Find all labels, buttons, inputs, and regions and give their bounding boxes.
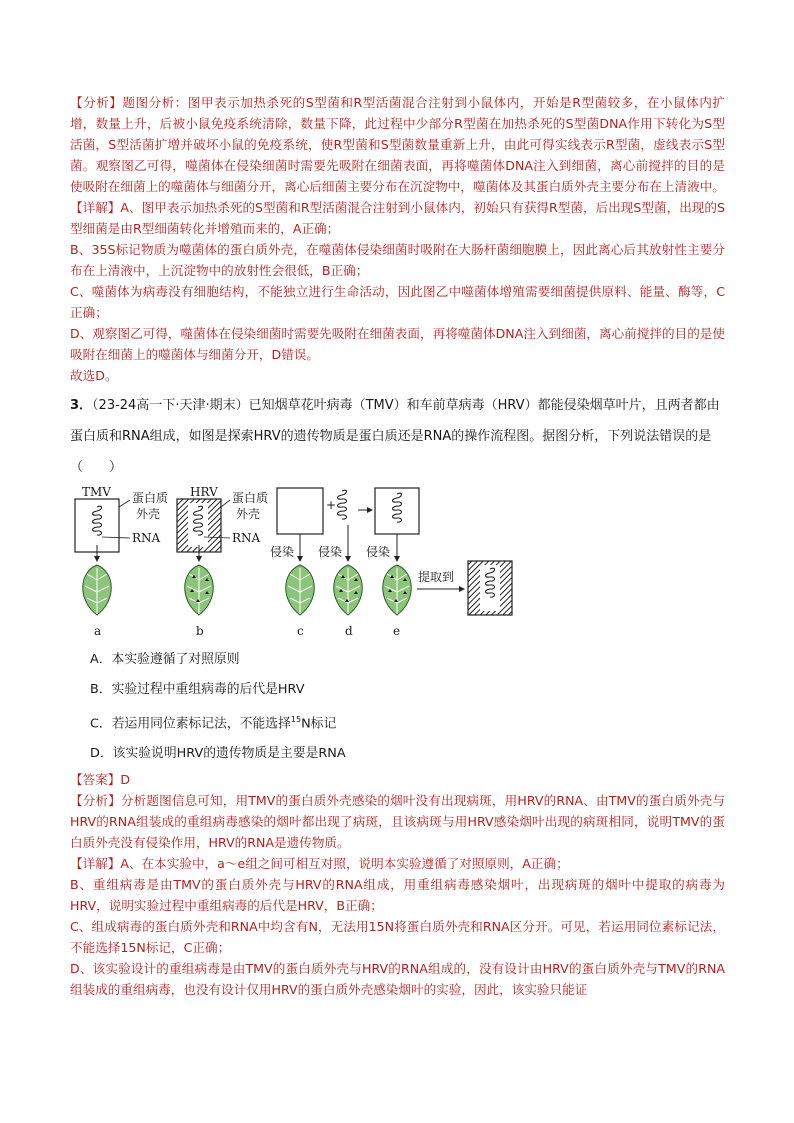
detail-conclusion: 故选D。 <box>70 368 118 383</box>
detail-tag: 【详解】 <box>70 200 121 215</box>
experiment-diagram <box>72 485 532 645</box>
answer-tag: 【答案】 <box>70 772 121 788</box>
detail-item-b: B、35S标记物质为噬菌体的蛋白质外壳，在噬菌体侵染细菌时吸附在大肠杆菌细胞膜上，因此离心后其放射性主要分布在上清液中，上沉淀物中的放射性会很低，B正确； <box>70 242 725 278</box>
label-d: d <box>345 624 353 638</box>
infect-label-c: 侵染 <box>270 545 295 559</box>
detail-item-a: A、图甲表示加热杀死的S型菌和R型活菌混合注射到小鼠体内，初始只有获得R型菌，后出现S型菌，出现的S型细菌是由R型细菌转化并增殖而来的，A正确； <box>70 200 725 236</box>
option-c-text-end: N标记 <box>301 716 337 732</box>
infect-label-e: 侵染 <box>366 545 391 559</box>
label-c: c <box>297 624 304 638</box>
tmv-rna-label: RNA <box>132 531 161 545</box>
analysis-text-2: 分析题图信息可知，用TMV的蛋白质外壳感染的烟叶没有出现病斑，用HRV的RNA、由TMV的蛋白质外壳与HRV的RNA组装成的重组病毒感染的烟叶都出现了病斑，且该病斑与用HRV感染烟叶出现的病斑相同，说明TMV的蛋白质外壳没有侵染作用，HRV的RNA是遗传物质。 <box>70 793 726 851</box>
question-text: 已知烟草花叶病毒（TMV）和车前草病毒（HRV）都能侵染烟草叶片，且两者都由蛋白质和RNA组成，如图是探索HRV的遗传物质是蛋白质还是RNA的操作流程图。据图分析，下列说法错误的是（ ） <box>70 398 720 475</box>
tmv-empty-capsid <box>277 488 323 534</box>
option-c-isotope-mass: 15 <box>290 715 302 724</box>
label-b: b <box>196 624 204 638</box>
hrv-coat-label-2: 外壳 <box>236 507 261 521</box>
leaf-e <box>383 565 412 615</box>
tmv-coat-label-1: 蛋白质 <box>132 491 169 505</box>
analysis-text: 题图分析：图甲表示加热杀死的S型菌和R型活菌混合注射到小鼠体内，开始是R型菌较多，在小鼠体内扩增，数量上升，后被小鼠免疫系统清除，数量下降，此过程中少部分R型菌在加热杀死的S型菌DNA作用下转化为S型活菌，S型活菌扩增并破坏小鼠的免疫系统，使R型菌和S型菌数量重新上升，由此可得实线表示R型菌，虚线表示S型菌。观察图乙可得，噬菌体在侵染细菌时需要先吸附在细菌表面，再将噬菌体DNA注入到细菌，离心前搅拌的目的是使吸附在细菌上的噬菌体与细菌分开，离心后细菌主要分布在沉淀物中，噬菌体及其蛋白质外壳主要分布在上清液中。 <box>70 95 725 194</box>
option-b: B．实验过程中重组病毒的后代是HRV <box>90 682 305 697</box>
detail-item-c: C、噬菌体为病毒没有细胞结构，不能独立进行生命活动，因此图乙中噬菌体增殖需要细菌提供原料、能量、酶等，C正确； <box>70 284 725 320</box>
infect-label-d: 侵染 <box>318 545 343 559</box>
hrv-free-rna <box>338 490 347 519</box>
analysis-tag: 【分析】 <box>70 95 123 110</box>
label-a: a <box>94 624 102 638</box>
detail2-item-c: C、组成病毒的蛋白质外壳和RNA中均含有N，无法用15N将蛋白质外壳和RNA区分开。可见，若运用同位素标记法，不能选择15N标记，C正确； <box>70 919 725 956</box>
tmv-label: TMV <box>82 485 111 499</box>
document-body <box>70 92 725 1000</box>
analysis-paragraph-1 <box>70 92 725 197</box>
detail-item-d: D、观察图乙可得，噬菌体在侵染细菌时需要先吸附在细菌表面，再将噬菌体DNA注入到细菌，离心前搅拌的目的是使吸附在细菌上的噬菌体与细菌分开，D错误。 <box>70 326 725 362</box>
extract-label: 提取到 <box>418 570 455 584</box>
detail2-item-a: A、在本实验中，a～e组之间可相互对照，说明本实验遵循了对照原则，A正确； <box>120 856 569 872</box>
detail-tag-2: 【详解】 <box>70 856 121 872</box>
leaf-a <box>83 565 112 615</box>
option-c <box>90 705 725 739</box>
option-c-text: C．若运用同位素标记法，不能选择 <box>90 716 291 732</box>
analysis-tag-2: 【分析】 <box>70 793 121 809</box>
analysis-paragraph-2 <box>70 790 725 853</box>
detail2-item-b: B、重组病毒是由TMV的蛋白质外壳与HRV的RNA组成，用重组病毒感染烟叶，出现病斑的烟叶中提取的病毒为HRV，说明实验过程中重组病毒的后代是HRV，B正确； <box>70 877 725 914</box>
leaf-b <box>185 565 214 615</box>
detail-paragraph-2a <box>70 853 725 874</box>
label-e: e <box>393 624 401 638</box>
question-number: 3． <box>70 398 93 413</box>
detail2-item-d: D、该实验设计的重组病毒是由TMV的蛋白质外壳与HRV的RNA组成的，没有设计由HRV的蛋白质外壳与TMV的RNA组装成的重组病毒，也没有设计仅用HRV的蛋白质外壳感染烟叶的实验，因此，该实验只能证 <box>70 961 725 998</box>
experiment-flow-svg <box>72 485 532 645</box>
leaf-c <box>286 565 315 615</box>
detail-paragraph-1a <box>70 197 725 239</box>
answer-value: D <box>120 772 131 788</box>
leaf-d <box>334 565 363 615</box>
option-a: A．本实验遵循了对照原则 <box>90 652 240 667</box>
plus-sign: + <box>326 498 337 512</box>
question-3-stem <box>70 390 725 483</box>
question-source: （23-24高一下·天津·期末） <box>92 398 249 413</box>
tmv-coat-label-2: 外壳 <box>136 507 161 521</box>
hrv-coat-label-1: 蛋白质 <box>232 491 269 505</box>
option-d: D．该实验说明HRV的遗传物质是主要是RNA <box>90 746 346 762</box>
recombinant-virus <box>375 488 419 534</box>
hrv-label: HRV <box>190 485 218 499</box>
answer-line <box>70 769 725 790</box>
hrv-rna-label: RNA <box>232 531 261 545</box>
